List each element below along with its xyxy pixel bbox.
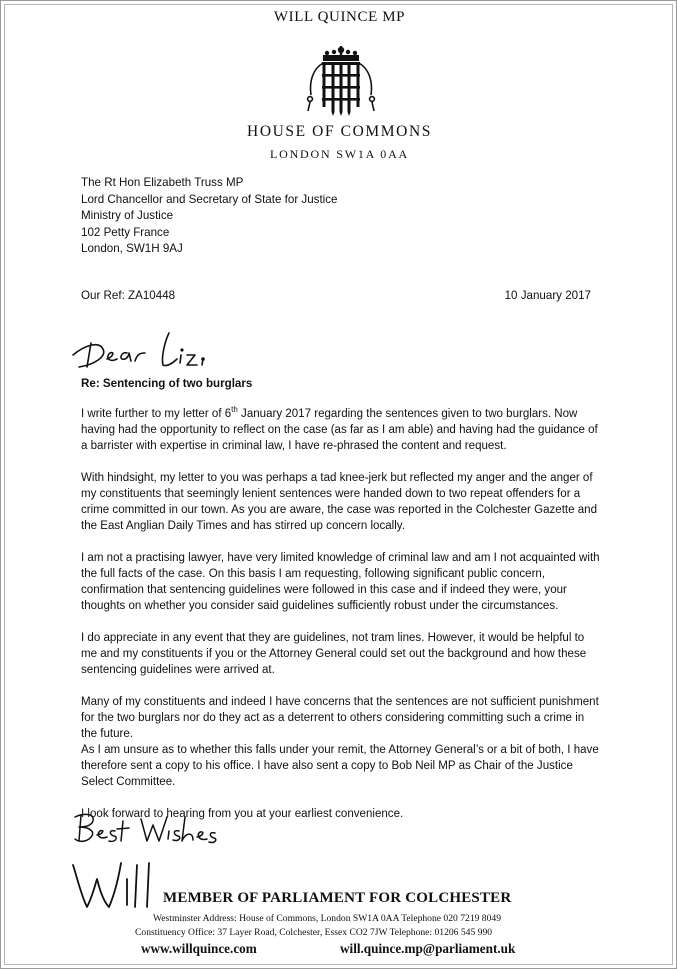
handwritten-salutation (65, 325, 235, 375)
body-paragraph: As I am unsure as to whether this falls under your remit, the Attorney General’s or a bit of both, I have therefore sent a copy to his office. I have also sent a copy to Bob Neil MP as Chair of the Justice Select Committee. (81, 744, 599, 788)
recipient-line: The Rt Hon Elizabeth Truss MP (81, 176, 244, 189)
body-paragraph: I look forward to hearing from you at your earliest convenience. (81, 808, 404, 820)
recipient-address (81, 175, 337, 258)
body-paragraph: I am not a practising lawyer, have very limited knowledge of criminal law and am I not acquainted with the full facts of the case. On this basis I am requesting, following significant public concern, confirmation that sentencing guidelines were followed in this case and if indeed they were, your thoughts on whether you consider said guidelines sufficiently robust under the circumstances. (81, 552, 600, 612)
house-address: LONDON SW1A 0AA (270, 147, 409, 161)
body-paragraph: I write further to my letter of 6th January 2017 regarding the sentences given to two burglars. Now having had the opportunity to reflect on the case (as far as I am able) and having had the guidance of a barrister with expertise in criminal law, I have re-phrased the content and request. (81, 405, 598, 452)
recipient-line: London, SW1H 9AJ (81, 242, 183, 255)
westminster-address: Westminster Address: House of Commons, London SW1A 0AA Telephone 020 7219 8049 (153, 913, 501, 924)
recipient-line: Ministry of Justice (81, 209, 174, 222)
website-link[interactable]: www.willquince.com (141, 941, 257, 956)
reference-number: Our Ref: ZA10448 (81, 289, 176, 302)
mp-name: WILL QUINCE MP (273, 9, 406, 25)
email-link[interactable]: will.quince.mp@parliament.uk (340, 941, 516, 956)
house-of-commons-title: HOUSE OF COMMONS (247, 123, 432, 140)
letter-subject: Re: Sentencing of two burglars (81, 377, 253, 390)
constituency-address: Constituency Office: 37 Layer Road, Colchester, Essex CO2 7JW Telephone: 01206 545 990 (135, 927, 493, 938)
body-paragraph: With hindsight, my letter to you was perhaps a tad knee-jerk but reflected my anger and the anger of my constituents that seemingly lenient sentences were handed down to two repeat offenders for a crime committed in our town. As you are aware, the case was reported in the Colchester Gazette and the East Anglian Daily Times and has stirred up concern locally. (81, 472, 598, 532)
footer-title: MEMBER OF PARLIAMENT FOR COLCHESTER (163, 890, 512, 906)
handwritten-closing (69, 807, 219, 852)
letter-date: 10 January 2017 (504, 289, 591, 302)
recipient-line: Lord Chancellor and Secretary of State for Justice (81, 192, 338, 206)
body-paragraph: Many of my constituents and indeed I have concerns that the sentences are not sufficient punishment for the two burglars nor do they act as a deterrent to others considering committing such a crime in the future. (81, 696, 599, 740)
handwritten-signature (69, 857, 159, 915)
portcullis-icon (303, 45, 379, 117)
body-paragraph: I do appreciate in any event that they are guidelines, not tram lines. However, it would be helpful to me and my constituents if you or the Attorney General could set out the background and how these sentencing guidelines were arrived at. (81, 632, 587, 676)
recipient-line: 102 Petty France (81, 225, 170, 239)
letter-body (81, 406, 601, 822)
